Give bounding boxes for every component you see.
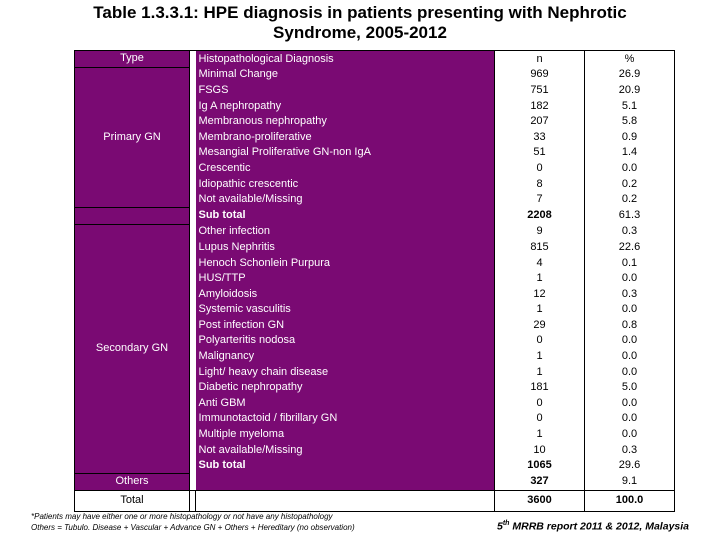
- count-cell: 1: [495, 349, 585, 365]
- diagnosis-cell: Membrano-proliferative: [196, 129, 495, 145]
- diagnosis-cell: Malignancy: [196, 349, 495, 365]
- percent-cell: 0.3: [585, 224, 675, 240]
- count-cell: 33: [495, 129, 585, 145]
- diagnosis-cell: Systemic vasculitis: [196, 302, 495, 318]
- percent-cell: 0.0: [585, 302, 675, 318]
- group-label: Secondary GN: [75, 224, 190, 474]
- table-row: [75, 67, 675, 83]
- diagnosis-cell: Light/ heavy chain disease: [196, 364, 495, 380]
- percent-cell: 0.0: [585, 364, 675, 380]
- count-cell: 751: [495, 83, 585, 99]
- diagnosis-cell: Multiple myeloma: [196, 427, 495, 443]
- table-row: [75, 207, 675, 224]
- diagnosis-cell: Membranous nephropathy: [196, 114, 495, 130]
- count-cell: 3600: [495, 490, 585, 511]
- header-type: Type: [75, 51, 190, 68]
- diagnosis-cell: Ig A nephropathy: [196, 98, 495, 114]
- diagnosis-cell: Sub total: [196, 207, 495, 224]
- header-diagnosis: Histopathological Diagnosis: [196, 51, 495, 68]
- percent-cell: 0.0: [585, 349, 675, 365]
- diagnosis-cell: Minimal Change: [196, 67, 495, 83]
- diagnosis-cell: Amyloidosis: [196, 286, 495, 302]
- diagnosis-cell: FSGS: [196, 83, 495, 99]
- percent-cell: 5.0: [585, 380, 675, 396]
- percent-cell: 0.3: [585, 286, 675, 302]
- count-cell: 12: [495, 286, 585, 302]
- percent-cell: 100.0: [585, 490, 675, 511]
- footnote: [31, 512, 355, 533]
- count-cell: 182: [495, 98, 585, 114]
- footnote-line-1: *Patients may have either one or more histopathology or not have any histopathology: [31, 512, 333, 521]
- diagnosis-cell: Not available/Missing: [196, 192, 495, 208]
- percent-cell: 20.9: [585, 83, 675, 99]
- count-cell: 1: [495, 302, 585, 318]
- table-row: [75, 224, 675, 240]
- count-cell: 7: [495, 192, 585, 208]
- count-cell: 29: [495, 318, 585, 334]
- count-cell: 2208: [495, 207, 585, 224]
- count-cell: 1: [495, 427, 585, 443]
- diagnosis-cell: Henoch Schonlein Purpura: [196, 255, 495, 271]
- table-title: [0, 3, 720, 43]
- count-cell: 327: [495, 474, 585, 491]
- percent-cell: 0.0: [585, 271, 675, 287]
- count-cell: 181: [495, 380, 585, 396]
- percent-cell: 61.3: [585, 207, 675, 224]
- count-cell: 207: [495, 114, 585, 130]
- diagnosis-cell: Idiopathic crescentic: [196, 176, 495, 192]
- diagnosis-cell: Diabetic nephropathy: [196, 380, 495, 396]
- diagnosis-cell: [196, 474, 495, 491]
- source-suffix: th: [502, 520, 510, 527]
- title-line-1: Table 1.3.3.1: HPE diagnosis in patients presenting with Nephrotic: [93, 3, 627, 22]
- percent-cell: 0.3: [585, 442, 675, 458]
- diagnosis-cell: HUS/TTP: [196, 271, 495, 287]
- percent-cell: 0.8: [585, 318, 675, 334]
- source-text: MRRB report 2011 & 2012, Malaysia: [509, 520, 690, 533]
- diagnosis-cell: Sub total: [196, 458, 495, 474]
- percent-cell: 0.0: [585, 396, 675, 412]
- header-row: [75, 51, 675, 68]
- count-cell: 815: [495, 240, 585, 256]
- source-number: 5: [497, 520, 503, 533]
- percent-cell: 0.0: [585, 161, 675, 177]
- diagnosis-cell: Crescentic: [196, 161, 495, 177]
- percent-cell: 0.0: [585, 427, 675, 443]
- percent-cell: 5.1: [585, 98, 675, 114]
- group-label: Primary GN: [75, 67, 190, 207]
- count-cell: 0: [495, 161, 585, 177]
- footnote-line-2: Others = Tubulo. Disease + Vascular + Advance GN + Others + Hereditary (no observation): [31, 522, 355, 532]
- count-cell: 0: [495, 411, 585, 427]
- percent-cell: 26.9: [585, 67, 675, 83]
- diagnosis-cell: Mesangial Proliferative GN-non IgA: [196, 145, 495, 161]
- diagnosis-cell: Other infection: [196, 224, 495, 240]
- count-cell: 1065: [495, 458, 585, 474]
- diagnosis-cell: Post infection GN: [196, 318, 495, 334]
- diagnosis-cell: Not available/Missing: [196, 442, 495, 458]
- table-row: [75, 490, 675, 511]
- percent-cell: 0.0: [585, 333, 675, 349]
- group-cell: [75, 207, 190, 224]
- title-line-2: Syndrome, 2005-2012: [273, 23, 447, 42]
- percent-cell: 29.6: [585, 458, 675, 474]
- count-cell: 10: [495, 442, 585, 458]
- header-pct: %: [585, 51, 675, 68]
- count-cell: 969: [495, 67, 585, 83]
- percent-cell: 1.4: [585, 145, 675, 161]
- percent-cell: 0.2: [585, 176, 675, 192]
- diagnosis-cell: Immunotactoid / fibrillary GN: [196, 411, 495, 427]
- percent-cell: 22.6: [585, 240, 675, 256]
- diagnosis-cell: Anti GBM: [196, 396, 495, 412]
- diagnosis-cell: Polyarteritis nodosa: [196, 333, 495, 349]
- count-cell: 9: [495, 224, 585, 240]
- count-cell: 1: [495, 271, 585, 287]
- count-cell: 0: [495, 396, 585, 412]
- header-n: n: [495, 51, 585, 68]
- count-cell: 0: [495, 333, 585, 349]
- percent-cell: 0.1: [585, 255, 675, 271]
- count-cell: 1: [495, 364, 585, 380]
- percent-cell: 9.1: [585, 474, 675, 491]
- percent-cell: 0.9: [585, 129, 675, 145]
- diagnosis-table: [74, 50, 675, 512]
- count-cell: 4: [495, 255, 585, 271]
- count-cell: 51: [495, 145, 585, 161]
- diagnosis-cell: Lupus Nephritis: [196, 240, 495, 256]
- group-label: Others: [75, 474, 190, 491]
- count-cell: 8: [495, 176, 585, 192]
- percent-cell: 0.2: [585, 192, 675, 208]
- source-note: [497, 520, 689, 533]
- percent-cell: 5.8: [585, 114, 675, 130]
- table-row: [75, 474, 675, 491]
- diagnosis-cell: [196, 490, 495, 511]
- group-label: Total: [75, 490, 190, 511]
- percent-cell: 0.0: [585, 411, 675, 427]
